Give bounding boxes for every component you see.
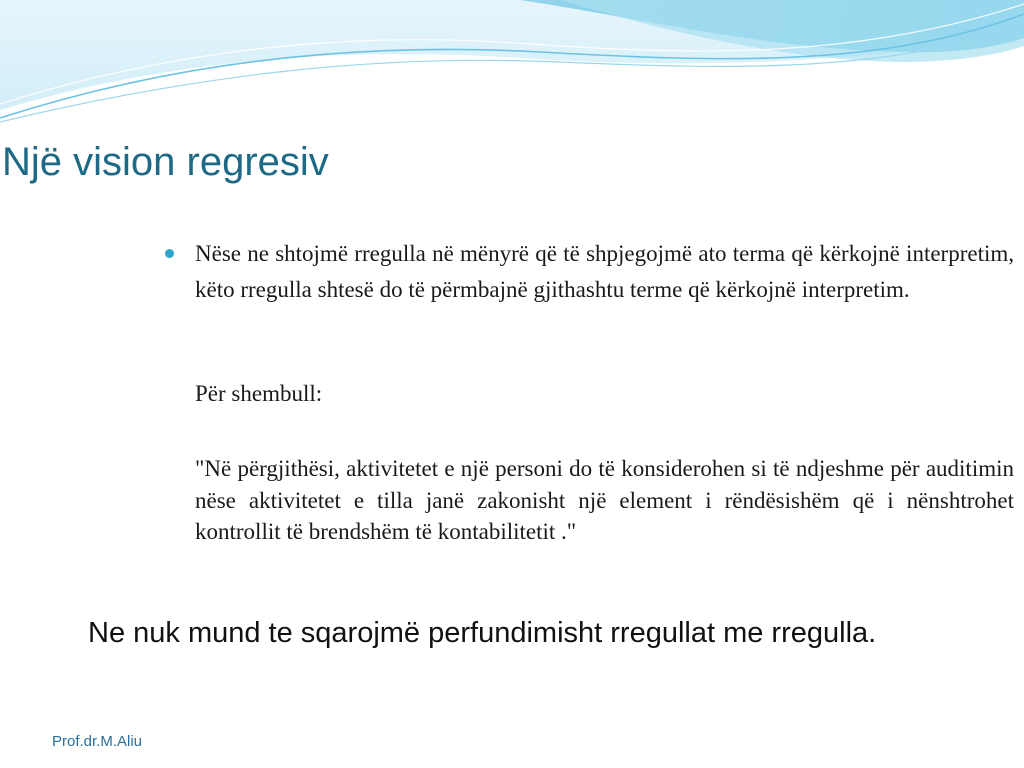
bullet-paragraph: Nëse ne shtojmë rregulla në mënyrë që të shpjegojmë ato terma që kërkojnë interpretim, këto rregulla shtesë do të përmbajnë gjithashtu terme që kërkojnë interpretim. bbox=[195, 241, 1014, 302]
slide-title: Një vision regresiv bbox=[2, 140, 329, 184]
example-quote: "Në përgjithësi, aktivitetet e një personi do të konsiderohen si të ndjeshme për auditimin nëse aktivitetet e tilla janë zakonisht një element i rëndësishëm që i nënshtrohet kontrollit të brendshëm të kontabilitetit ." bbox=[195, 456, 1014, 544]
bullet-point-icon bbox=[165, 249, 174, 258]
example-label: Për shembull: bbox=[195, 381, 323, 406]
footer-author: Prof.dr.M.Aliu bbox=[52, 733, 143, 750]
header-wave-decoration bbox=[0, 0, 1024, 130]
conclusion-text: Ne nuk mund te sqarojmë perfundimisht rregullat me rregulla. bbox=[88, 617, 877, 649]
